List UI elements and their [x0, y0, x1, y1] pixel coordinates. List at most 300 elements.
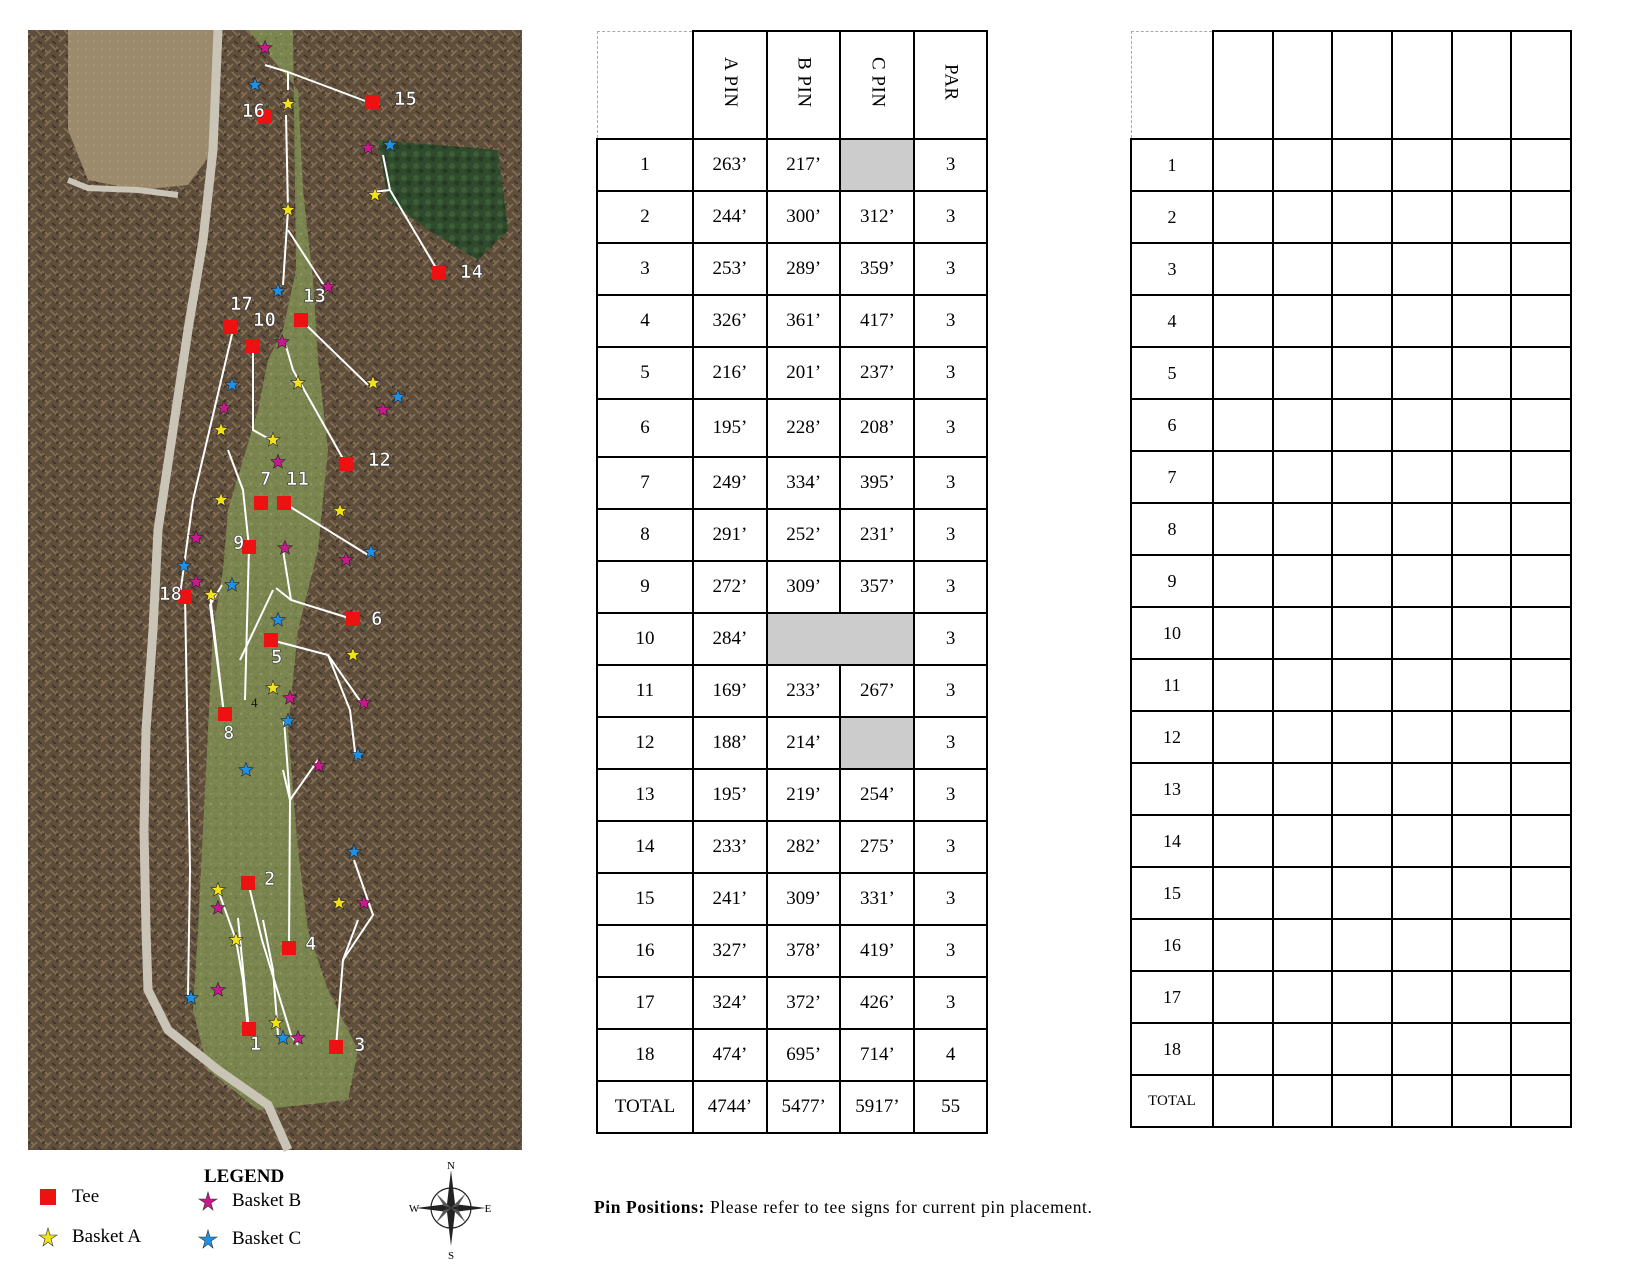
tee-marker	[346, 612, 360, 626]
hole-number-cell: 6	[597, 399, 693, 457]
score-entry-cell[interactable]	[1392, 607, 1452, 659]
c-pin-distance-cell: 312’	[840, 191, 914, 243]
map-legend	[28, 1160, 522, 1270]
score-entry-cell[interactable]	[1213, 659, 1273, 711]
compass-s: S	[447, 1250, 455, 1262]
hole-number-label: 12	[368, 449, 391, 471]
blank-hole-row	[1131, 295, 1571, 347]
score-entry-cell[interactable]	[1511, 139, 1571, 191]
score-entry-cell[interactable]	[1332, 399, 1392, 451]
score-entry-cell[interactable]	[1511, 295, 1571, 347]
score-entry-cell[interactable]	[1452, 555, 1512, 607]
score-entry-cell[interactable]	[1213, 711, 1273, 763]
blank-hole-row	[1131, 191, 1571, 243]
hole-number-label: 18	[159, 583, 182, 605]
b-pin-distance-cell: 228’	[767, 399, 841, 457]
blank-hole-row	[1131, 815, 1571, 867]
par-cell: 3	[914, 399, 987, 457]
score-entry-cell[interactable]	[1213, 919, 1273, 971]
hole-number-cell: 4	[597, 295, 693, 347]
hole-number-label: 15	[394, 88, 417, 110]
blank-hole-row	[1131, 867, 1571, 919]
par-cell: 3	[914, 873, 987, 925]
a-pin-distance-cell: 291’	[693, 509, 767, 561]
hole-row	[597, 457, 987, 509]
score-entry-cell[interactable]	[1273, 503, 1333, 555]
score-entry-cell[interactable]	[1392, 503, 1452, 555]
score-entry-cell[interactable]	[1332, 139, 1392, 191]
hole-row	[597, 1029, 987, 1081]
score-entry-cell[interactable]	[1213, 971, 1273, 1023]
hole-number-cell: 12	[597, 717, 693, 769]
score-entry-cell[interactable]	[1332, 1023, 1392, 1075]
score-entry-cell[interactable]	[1511, 867, 1571, 919]
score-entry-cell[interactable]	[1452, 139, 1512, 191]
score-entry-cell[interactable]	[1273, 399, 1333, 451]
score-entry-cell[interactable]	[1452, 295, 1512, 347]
par-cell: 3	[914, 977, 987, 1029]
b-pin-distance-cell: 361’	[767, 295, 841, 347]
b-pin-distance-cell: 201’	[767, 347, 841, 399]
tee-marker	[339, 457, 353, 471]
score-entry-cell[interactable]	[1273, 607, 1333, 659]
score-entry-cell[interactable]	[1273, 139, 1333, 191]
score-entry-cell[interactable]	[1452, 347, 1512, 399]
score-entry-cell[interactable]	[1332, 815, 1392, 867]
c-pin-distance-cell: 331’	[840, 873, 914, 925]
blank-hole-row	[1131, 971, 1571, 1023]
score-entry-cell[interactable]	[1273, 659, 1333, 711]
c-pin-distance-cell	[840, 717, 914, 769]
score-entry-cell[interactable]	[1511, 555, 1571, 607]
b-pin-distance-cell: 252’	[767, 509, 841, 561]
hole-number-label: 1	[250, 1033, 262, 1055]
c-pin-distance-cell	[840, 139, 914, 191]
blank-hole-number: 7	[1131, 451, 1213, 503]
blank-hole-number: 10	[1131, 607, 1213, 659]
total-b-pin: 5477’	[767, 1081, 841, 1133]
score-entry-cell[interactable]	[1213, 243, 1273, 295]
score-entry-cell[interactable]	[1392, 971, 1452, 1023]
blank-header-corner	[1131, 31, 1213, 139]
score-entry-cell[interactable]	[1392, 191, 1452, 243]
a-pin-distance-cell: 241’	[693, 873, 767, 925]
score-entry-cell[interactable]	[1213, 503, 1273, 555]
basket-b-star-icon	[196, 1190, 222, 1212]
b-pin-distance-cell: 282’	[767, 821, 841, 873]
score-entry-cell[interactable]	[1213, 1023, 1273, 1075]
score-entry-cell[interactable]	[1273, 191, 1333, 243]
tee-marker	[329, 1040, 343, 1054]
score-entry-cell[interactable]	[1452, 1023, 1512, 1075]
score-entry-cell[interactable]	[1273, 243, 1333, 295]
blank-hole-row	[1131, 399, 1571, 451]
c-pin-distance-cell: 417’	[840, 295, 914, 347]
par-cell: 3	[914, 139, 987, 191]
header-c-pin: C PIN	[840, 31, 914, 139]
score-entry-cell[interactable]	[1392, 399, 1452, 451]
score-entry-cell[interactable]	[1511, 919, 1571, 971]
score-entry-cell[interactable]	[1332, 503, 1392, 555]
score-entry-cell[interactable]	[1452, 919, 1512, 971]
par-cell: 3	[914, 613, 987, 665]
hole-row	[597, 769, 987, 821]
tee-marker	[218, 707, 232, 721]
hole-number-cell: 13	[597, 769, 693, 821]
score-entry-cell[interactable]	[1392, 555, 1452, 607]
blank-card-header	[1131, 31, 1571, 139]
legend-basket-a-label: Basket A	[72, 1226, 142, 1247]
score-entry-cell[interactable]	[1392, 1023, 1452, 1075]
hole-number-label: 7	[260, 468, 272, 490]
hole-number-cell: 15	[597, 873, 693, 925]
hole-row	[597, 509, 987, 561]
legend-item-basket-b	[196, 1190, 301, 1212]
compass-rose-icon	[408, 1160, 492, 1262]
score-entry-cell[interactable]	[1213, 139, 1273, 191]
score-entry-cell[interactable]	[1392, 867, 1452, 919]
hole-number-cell: 16	[597, 925, 693, 977]
score-entry-cell[interactable]	[1273, 763, 1333, 815]
score-entry-cell[interactable]	[1452, 607, 1512, 659]
score-entry-cell[interactable]	[1511, 763, 1571, 815]
score-entry-cell[interactable]	[1511, 347, 1571, 399]
score-entry-cell[interactable]	[1273, 919, 1333, 971]
player-name-cell[interactable]	[1213, 31, 1273, 139]
score-entry-cell[interactable]	[1332, 295, 1392, 347]
c-pin-distance-cell: 231’	[840, 509, 914, 561]
header-corner	[597, 31, 693, 139]
score-entry-cell[interactable]	[1332, 347, 1392, 399]
blank-hole-number: 1	[1131, 139, 1213, 191]
hole-row	[597, 925, 987, 977]
blank-hole-number: 5	[1131, 347, 1213, 399]
legend-tee-label: Tee	[72, 1186, 100, 1207]
hole-number-cell: 14	[597, 821, 693, 873]
blank-hole-number: 8	[1131, 503, 1213, 555]
par-cell: 3	[914, 295, 987, 347]
tee-marker	[254, 496, 268, 510]
hole-number-cell: 18	[597, 1029, 693, 1081]
hole-row	[597, 347, 987, 399]
course-map-image	[28, 30, 522, 1150]
hole-number-label: 4	[305, 933, 317, 955]
tee-marker	[246, 339, 260, 353]
blank-hole-number: 11	[1131, 659, 1213, 711]
hole-row	[597, 399, 987, 457]
a-pin-distance-cell: 169’	[693, 665, 767, 717]
score-entry-cell[interactable]	[1511, 971, 1571, 1023]
b-pin-distance-cell: 217’	[767, 139, 841, 191]
b-pin-distance-cell: 309’	[767, 873, 841, 925]
par-cell: 3	[914, 717, 987, 769]
hole-number-cell: 8	[597, 509, 693, 561]
pin-table-body	[597, 31, 987, 1133]
hole-number-label: 5	[271, 646, 283, 668]
hole-number-label: 9	[233, 532, 245, 554]
player-name-cell[interactable]	[1273, 31, 1333, 139]
score-entry-cell[interactable]	[1332, 451, 1392, 503]
hole-number-label: 10	[253, 309, 276, 331]
blank-hole-row	[1131, 555, 1571, 607]
blank-hole-row	[1131, 607, 1571, 659]
score-entry-cell[interactable]	[1452, 711, 1512, 763]
score-entry-cell[interactable]	[1452, 971, 1512, 1023]
score-entry-cell[interactable]	[1213, 295, 1273, 347]
hole-number-label: 14	[460, 261, 483, 283]
player-name-cell[interactable]	[1392, 31, 1452, 139]
score-entry-cell[interactable]	[1332, 971, 1392, 1023]
score-entry-cell[interactable]	[1392, 139, 1452, 191]
pin-positions-note	[594, 1196, 1104, 1218]
total-a-pin: 4744’	[693, 1081, 767, 1133]
blank-card-body	[1131, 31, 1571, 1127]
score-entry-cell[interactable]	[1273, 1023, 1333, 1075]
hole-number-cell: 9	[597, 561, 693, 613]
tee-marker	[264, 633, 278, 647]
c-pin-distance-cell: 419’	[840, 925, 914, 977]
par-cell: 3	[914, 561, 987, 613]
legend-item-basket-a	[36, 1226, 141, 1248]
score-entry-cell[interactable]	[1452, 503, 1512, 555]
stray-hole-label: 4	[251, 695, 258, 710]
player-name-cell[interactable]	[1332, 31, 1392, 139]
score-entry-cell[interactable]	[1213, 191, 1273, 243]
pin-distance-table	[596, 30, 988, 1134]
blank-hole-row	[1131, 451, 1571, 503]
hole-number-cell: 1	[597, 139, 693, 191]
score-entry-cell[interactable]	[1392, 347, 1452, 399]
blank-hole-row	[1131, 1023, 1571, 1075]
pin-note-text: Please refer to tee signs for current pin placement.	[709, 1197, 1093, 1217]
a-pin-distance-cell: 216’	[693, 347, 767, 399]
compass-n: N	[447, 1160, 455, 1172]
total-par: 55	[914, 1081, 987, 1133]
b-pin-distance-cell: 695’	[767, 1029, 841, 1081]
score-entry-cell[interactable]	[1452, 191, 1512, 243]
par-cell: 3	[914, 925, 987, 977]
score-entry-cell[interactable]	[1273, 867, 1333, 919]
basket-a-star-icon	[36, 1226, 62, 1248]
score-entry-cell[interactable]	[1392, 711, 1452, 763]
blank-hole-row	[1131, 763, 1571, 815]
score-entry-cell[interactable]	[1392, 451, 1452, 503]
blank-hole-number: 17	[1131, 971, 1213, 1023]
c-pin-distance-cell: 254’	[840, 769, 914, 821]
hole-row	[597, 139, 987, 191]
par-cell: 3	[914, 509, 987, 561]
par-cell: 3	[914, 457, 987, 509]
hole-number-label: 3	[354, 1034, 366, 1056]
a-pin-distance-cell: 326’	[693, 295, 767, 347]
a-pin-distance-cell: 474’	[693, 1029, 767, 1081]
score-entry-cell[interactable]	[1332, 867, 1392, 919]
score-entry-cell[interactable]	[1452, 243, 1512, 295]
blank-hole-row	[1131, 503, 1571, 555]
score-entry-cell[interactable]	[1332, 243, 1392, 295]
b-pin-distance-cell: 372’	[767, 977, 841, 1029]
a-pin-distance-cell: 327’	[693, 925, 767, 977]
c-pin-distance-cell: 275’	[840, 821, 914, 873]
hole-number-cell: 3	[597, 243, 693, 295]
score-entry-cell[interactable]	[1332, 711, 1392, 763]
score-entry-cell[interactable]	[1332, 919, 1392, 971]
score-entry-cell[interactable]	[1213, 607, 1273, 659]
open-field	[68, 30, 218, 190]
c-pin-distance-cell: 208’	[840, 399, 914, 457]
score-entry-cell[interactable]	[1213, 815, 1273, 867]
hole-number-label: 2	[264, 868, 276, 890]
blank-score-card	[1130, 30, 1572, 1128]
score-entry-cell[interactable]	[1213, 399, 1273, 451]
legend-item-tee	[36, 1186, 99, 1208]
score-entry-cell[interactable]	[1511, 399, 1571, 451]
score-entry-cell[interactable]	[1452, 451, 1512, 503]
total-entry-cell[interactable]	[1452, 1075, 1512, 1127]
basket-c-star-icon	[196, 1228, 222, 1250]
a-pin-distance-cell: 188’	[693, 717, 767, 769]
player-name-cell[interactable]	[1511, 31, 1571, 139]
hole-row	[597, 561, 987, 613]
score-entry-cell[interactable]	[1511, 1023, 1571, 1075]
c-pin-distance-cell: 395’	[840, 457, 914, 509]
par-cell: 3	[914, 347, 987, 399]
hole-number-cell: 2	[597, 191, 693, 243]
score-entry-cell[interactable]	[1273, 347, 1333, 399]
score-entry-cell[interactable]	[1332, 191, 1392, 243]
score-entry-cell[interactable]	[1511, 451, 1571, 503]
blank-hole-number: 18	[1131, 1023, 1213, 1075]
score-entry-cell[interactable]	[1452, 659, 1512, 711]
c-pin-distance-cell: 426’	[840, 977, 914, 1029]
c-pin-distance-cell: 237’	[840, 347, 914, 399]
hole-row	[597, 717, 987, 769]
score-entry-cell[interactable]	[1392, 815, 1452, 867]
total-label: TOTAL	[597, 1081, 693, 1133]
score-entry-cell[interactable]	[1511, 711, 1571, 763]
hole-number-label: 16	[242, 100, 265, 122]
tee-marker	[223, 320, 237, 334]
score-entry-cell[interactable]	[1273, 971, 1333, 1023]
score-entry-cell[interactable]	[1452, 763, 1512, 815]
score-entry-cell[interactable]	[1273, 451, 1333, 503]
score-entry-cell[interactable]	[1213, 451, 1273, 503]
score-entry-cell[interactable]	[1511, 607, 1571, 659]
compass-w: W	[408, 1203, 420, 1215]
tee-marker	[294, 313, 308, 327]
tee-marker	[277, 496, 291, 510]
blank-total-label: TOTAL	[1131, 1075, 1213, 1127]
par-cell: 3	[914, 191, 987, 243]
score-entry-cell[interactable]	[1332, 659, 1392, 711]
blank-hole-row	[1131, 711, 1571, 763]
score-entry-cell[interactable]	[1213, 347, 1273, 399]
total-entry-cell[interactable]	[1332, 1075, 1392, 1127]
score-entry-cell[interactable]	[1273, 711, 1333, 763]
hole-row	[597, 295, 987, 347]
score-entry-cell[interactable]	[1213, 867, 1273, 919]
score-entry-cell[interactable]	[1511, 503, 1571, 555]
b-pin-distance-cell: 219’	[767, 769, 841, 821]
score-entry-cell[interactable]	[1332, 555, 1392, 607]
compass-e: E	[484, 1203, 492, 1215]
score-entry-cell[interactable]	[1511, 191, 1571, 243]
score-entry-cell[interactable]	[1273, 815, 1333, 867]
blank-hole-number: 3	[1131, 243, 1213, 295]
score-entry-cell[interactable]	[1511, 243, 1571, 295]
header-par: PAR	[914, 31, 987, 139]
legend-basket-b-label: Basket B	[232, 1190, 302, 1211]
header-a-pin: A PIN	[693, 31, 767, 139]
tee-marker	[365, 95, 379, 109]
pin-table-header	[597, 31, 987, 139]
hole-number-label: 6	[371, 608, 383, 630]
score-entry-cell[interactable]	[1392, 659, 1452, 711]
score-entry-cell[interactable]	[1511, 659, 1571, 711]
score-entry-cell[interactable]	[1452, 867, 1512, 919]
tee-marker	[241, 876, 255, 890]
score-entry-cell[interactable]	[1213, 763, 1273, 815]
score-entry-cell[interactable]	[1392, 763, 1452, 815]
c-pin-distance-cell: 714’	[840, 1029, 914, 1081]
score-entry-cell[interactable]	[1213, 555, 1273, 607]
a-pin-distance-cell: 253’	[693, 243, 767, 295]
b-pin-distance-cell: 214’	[767, 717, 841, 769]
a-pin-distance-cell: 244’	[693, 191, 767, 243]
score-entry-cell[interactable]	[1273, 295, 1333, 347]
score-entry-cell[interactable]	[1392, 243, 1452, 295]
c-pin-distance-cell: 357’	[840, 561, 914, 613]
legend-title: LEGEND	[204, 1166, 285, 1187]
total-entry-cell[interactable]	[1273, 1075, 1333, 1127]
a-pin-distance-cell: 272’	[693, 561, 767, 613]
b-pin-distance-cell: 378’	[767, 925, 841, 977]
hole-number-label: 8	[223, 722, 235, 744]
c-pin-distance-cell: 267’	[840, 665, 914, 717]
hole-number-cell: 5	[597, 347, 693, 399]
a-pin-distance-cell: 284’	[693, 613, 767, 665]
score-entry-cell[interactable]	[1511, 815, 1571, 867]
score-entry-cell[interactable]	[1392, 295, 1452, 347]
par-cell: 4	[914, 1029, 987, 1081]
score-entry-cell[interactable]	[1452, 399, 1512, 451]
score-entry-cell[interactable]	[1332, 607, 1392, 659]
total-entry-cell[interactable]	[1213, 1075, 1273, 1127]
b-pin-distance-cell: 309’	[767, 561, 841, 613]
score-entry-cell[interactable]	[1392, 919, 1452, 971]
tee-marker	[432, 266, 446, 280]
hole-number-cell: 7	[597, 457, 693, 509]
hole-row	[597, 821, 987, 873]
par-cell: 3	[914, 665, 987, 717]
course-map	[28, 30, 522, 1150]
hole-row	[597, 243, 987, 295]
score-entry-cell[interactable]	[1452, 815, 1512, 867]
score-entry-cell[interactable]	[1273, 555, 1333, 607]
total-row	[597, 1081, 987, 1133]
blank-hole-number: 12	[1131, 711, 1213, 763]
c-pin-distance-cell: 359’	[840, 243, 914, 295]
hole-row	[597, 977, 987, 1029]
total-entry-cell[interactable]	[1511, 1075, 1571, 1127]
score-entry-cell[interactable]	[1332, 763, 1392, 815]
blank-total-row	[1131, 1075, 1571, 1127]
header-b-pin: B PIN	[767, 31, 841, 139]
a-pin-distance-cell: 233’	[693, 821, 767, 873]
total-entry-cell[interactable]	[1392, 1075, 1452, 1127]
par-cell: 3	[914, 821, 987, 873]
player-name-cell[interactable]	[1452, 31, 1512, 139]
